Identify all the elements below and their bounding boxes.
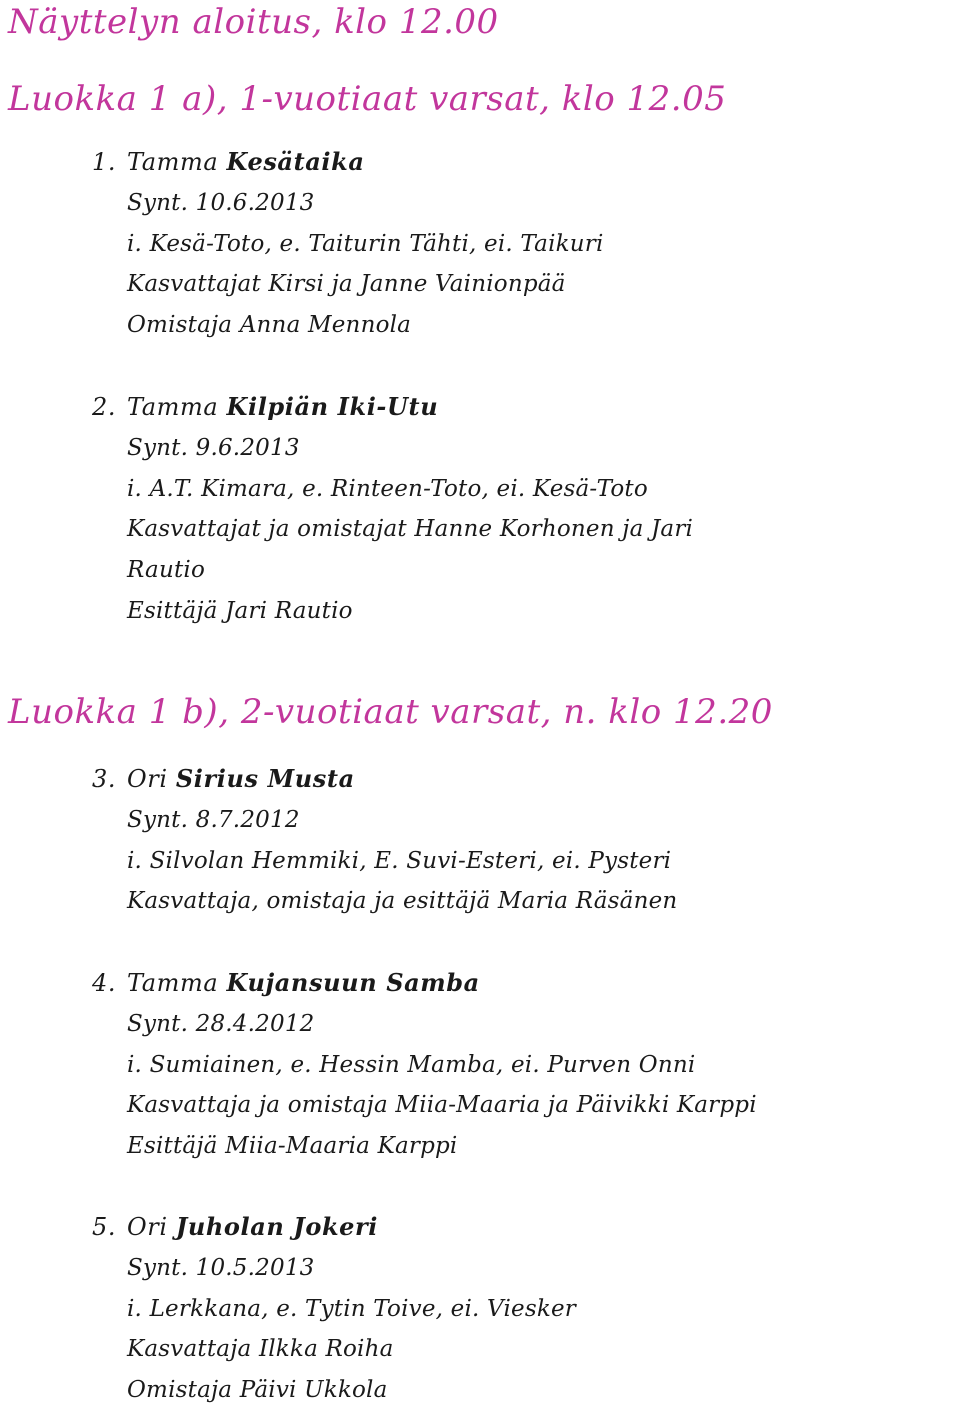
entry-owner: Omistaja Päivi Ukkola: [127, 1377, 388, 1404]
entry-title: [0, 387, 960, 428]
entry-born: Synt. 8.7.2012: [127, 806, 300, 833]
entry-breeder: Kasvattaja Ilkka Roiha: [127, 1336, 394, 1363]
entry-pedigree: i. Silvolan Hemmiki, E. Suvi-Esteri, ei. Pysteri: [127, 847, 672, 874]
entry-breeder: Kasvattajat Kirsi ja Janne Vainionpää: [127, 271, 566, 298]
entry-breeder-owner: Kasvattaja ja omistaja Miia-Maaria ja Päivikki Karppi: [127, 1092, 757, 1119]
entry-number: 4.: [92, 969, 117, 997]
entry-sex: Tamma: [127, 393, 219, 421]
class-1b-heading: Luokka 1 b), 2-vuotiaat varsat, n. klo 12.20: [8, 692, 773, 732]
entry-3: [0, 759, 960, 922]
entry-pedigree: i. A.T. Kimara, e. Rinteen-Toto, ei. Kesä-Toto: [127, 475, 648, 502]
entry-handler: Esittäjä Jari Rautio: [127, 597, 353, 624]
entry-5: [0, 1207, 960, 1411]
entry-title: [0, 759, 960, 800]
horse-name: Kesätaika: [226, 147, 365, 176]
entry-4: [0, 963, 960, 1167]
entry-pedigree: i. Lerkkana, e. Tytin Toive, ei. Viesker: [127, 1295, 576, 1322]
entry-number: 1.: [92, 148, 117, 176]
entry-1: [0, 142, 960, 346]
horse-name: Juholan Jokeri: [175, 1212, 379, 1241]
class-1a-heading: Luokka 1 a), 1-vuotiaat varsat, klo 12.05: [8, 79, 727, 119]
entry-title: [0, 1207, 960, 1248]
entry-born: Synt. 28.4.2012: [127, 1010, 315, 1037]
entry-born: Synt. 9.6.2013: [127, 434, 300, 461]
entry-title: [0, 963, 960, 1004]
entry-number: 2.: [92, 393, 117, 421]
entry-born: Synt. 10.5.2013: [127, 1254, 315, 1281]
entry-pedigree: i. Kesä-Toto, e. Taiturin Tähti, ei. Taikuri: [127, 230, 604, 257]
entry-breeder-owner-cont: Rautio: [127, 557, 206, 584]
entry-pedigree: i. Sumiainen, e. Hessin Mamba, ei. Purven Onni: [127, 1051, 696, 1078]
horse-name: Sirius Musta: [175, 764, 355, 793]
entry-2: [0, 387, 960, 632]
entry-sex: Tamma: [127, 969, 219, 997]
opening-heading: Näyttelyn aloitus, klo 12.00: [8, 2, 499, 42]
entry-number: 5.: [92, 1213, 117, 1241]
horse-name: Kujansuun Samba: [226, 968, 480, 997]
entry-number: 3.: [92, 765, 117, 793]
entry-title: [0, 142, 960, 183]
horse-name: Kilpiän Iki-Utu: [226, 392, 439, 421]
entry-sex: Ori: [127, 765, 168, 793]
entry-born: Synt. 10.6.2013: [127, 189, 315, 216]
entry-breeder-owner: Kasvattajat ja omistajat Hanne Korhonen ja Jari: [127, 516, 694, 543]
entry-handler: Esittäjä Miia-Maaria Karppi: [127, 1133, 458, 1160]
entry-breeder-owner-handler: Kasvattaja, omistaja ja esittäjä Maria Räsänen: [127, 888, 678, 915]
entry-owner: Omistaja Anna Mennola: [127, 312, 412, 339]
entry-sex: Ori: [127, 1213, 168, 1241]
entry-sex: Tamma: [127, 148, 219, 176]
